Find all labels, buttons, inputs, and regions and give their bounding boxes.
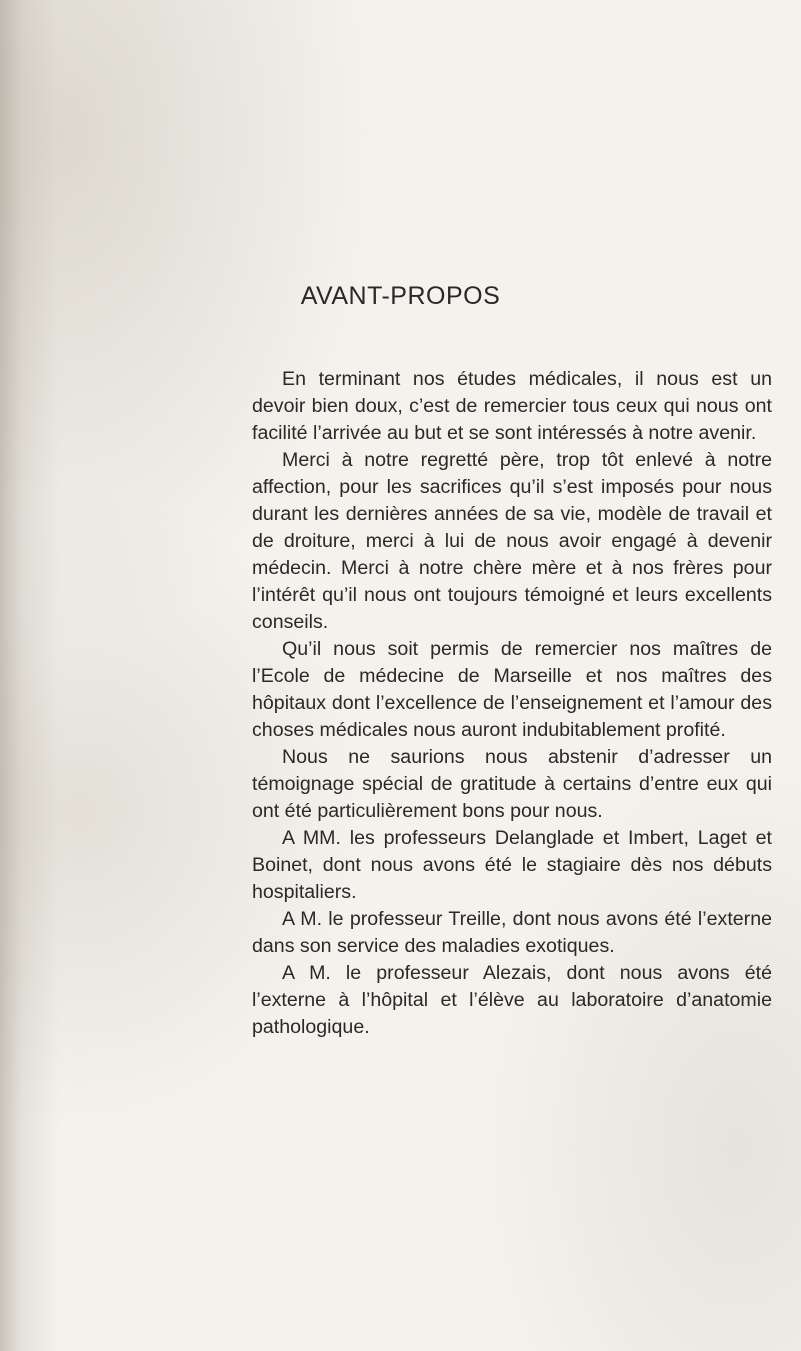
paragraph-delanglade: A MM. les professeurs Delanglade et Imbert, Laget et Boinet, dont nous avons été le stagiaire dès nos débuts hospitaliers.: [252, 827, 772, 903]
page-title: AVANT-PROPOS: [300, 282, 501, 310]
paragraph-treille: A M. le professeur Treille, dont nous avons été l’externe dans son service des maladies exotiques.: [252, 908, 772, 957]
paragraph-teachers: Qu’il nous soit permis de remercier nos maîtres de l’Ecole de médecine de Marseille et nos maîtres des hôpitaux dont l’excellence de l’enseignement et l’amour des choses médicales nous auront indubitablement profité.: [252, 638, 772, 741]
paragraph-gratitude: Nous ne saurions nous abstenir d’adresser un témoignage spécial de gratitude à certains d’entre eux qui ont été particulièrement bons pour nous.: [252, 746, 772, 822]
paragraph-intro: En terminant nos études médicales, il nous est un devoir bien doux, c’est de remercier tous ceux qui nous ont facilité l’arrivée au but et se sont intéressés à notre avenir.: [252, 368, 772, 444]
body-text: [252, 366, 772, 1041]
paragraph-alezais: A M. le professeur Alezais, dont nous avons été l’externe à l’hôpital et l’élève au laboratoire d’anatomie pathologique.: [252, 962, 772, 1038]
paragraph-parents: Merci à notre regretté père, trop tôt enlevé à notre affection, pour les sacrifices qu’il s’est imposés pour nous durant les dernières années de sa vie, modèle de travail et de droiture, merci à lui de nous avoir engagé à devenir médecin. Merci à notre chère mère et à nos frères pour l’intérêt qu’il nous ont toujours témoigné et leurs excellents conseils.: [252, 449, 772, 633]
